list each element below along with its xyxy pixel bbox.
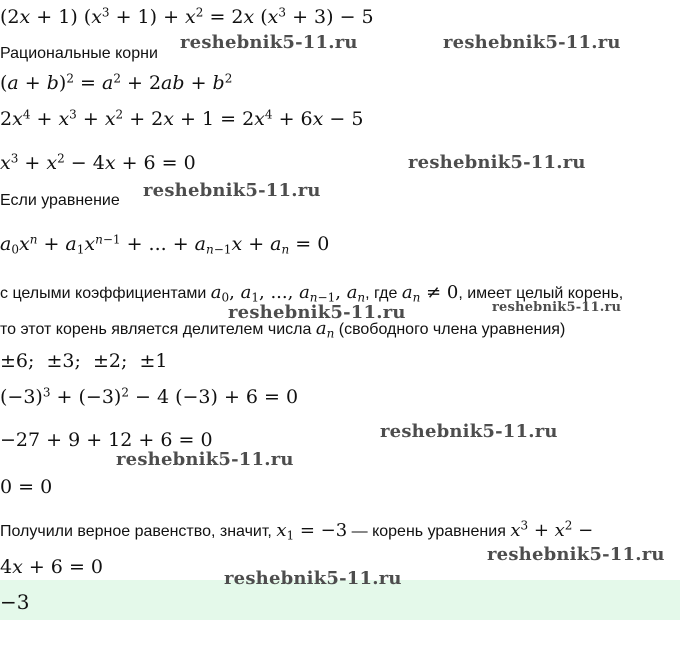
- watermark: reshebnik5-11.ru: [487, 544, 665, 565]
- x1-value: $x_1 = -3$: [276, 520, 348, 543]
- cubic-part-1: $x^3 + x^2$ −: [510, 518, 594, 541]
- integer-coefficients-text: с целыми коэффициентами: [0, 285, 207, 302]
- conclusion-text: Получили верное равенство, значит,: [0, 523, 272, 540]
- cubic-part-2: 4x + 6 = 0: [0, 556, 103, 578]
- watermark: reshebnik5-11.ru: [408, 152, 586, 173]
- coefficients-list: $a_0$, $a_1$, ..., $a_{n-1}$, $a_n$: [210, 282, 366, 305]
- numeric-check: −27 + 9 + 12 + 6 = 0: [0, 429, 213, 451]
- substitution: $(-3)^3 + (-3)^2 - 4$ (−3) + 6 = 0: [0, 385, 299, 408]
- has-integer-root-text: , имеет целый корень,: [458, 285, 624, 302]
- watermark: reshebnik5-11.ru: [380, 421, 558, 442]
- equation-expanded: $2x^4 + x^3 + x^2 + 2x + 1 = 2x^4 + 6x - 5$: [0, 107, 364, 130]
- square-of-sum-formula: $(a + b)^2 = a^2 + 2ab + b^2$: [0, 71, 233, 94]
- equation-original: (2x + 1) $(x^3 + 1) + x^2 = 2x$ $(x^3 + 3) - 5$: [0, 5, 374, 28]
- root-of-equation-text: — корень уравнения: [351, 523, 506, 540]
- watermark: reshebnik5-11.ru: [143, 180, 321, 201]
- conclusion-line: [0, 520, 593, 542]
- an-symbol: $a_n$: [315, 318, 335, 341]
- watermark: reshebnik5-11.ru: [224, 568, 402, 589]
- if-equation-text: Если уравнение: [0, 192, 120, 209]
- watermark: reshebnik5-11.ru: [228, 302, 406, 323]
- an-not-zero: $a_n \ne 0$: [401, 282, 459, 305]
- free-term-text: (свободного члена уравнения): [338, 321, 566, 338]
- rational-roots-heading: Рациональные корни: [0, 45, 158, 62]
- watermark: reshebnik5-11.ru: [116, 449, 294, 470]
- watermark: reshebnik5-11.ru: [180, 32, 358, 53]
- general-polynomial: $a_0x^n + a_1x^{n-1}$ + ... + $a_{n-1}x + a_n = 0$: [0, 232, 330, 257]
- divisor-text: то этот корень является делителем числа: [0, 321, 312, 338]
- candidate-roots: ±6; ±3; ±2; ±1: [0, 350, 168, 372]
- watermark: reshebnik5-11.ru: [492, 300, 622, 315]
- where-text: , где: [365, 285, 398, 302]
- equation-cubic: $x^3 + x^2 - 4x + 6 = 0$: [0, 151, 196, 174]
- answer-value: −3: [0, 590, 30, 614]
- watermark: reshebnik5-11.ru: [443, 32, 621, 53]
- identity-result: 0 = 0: [0, 476, 53, 498]
